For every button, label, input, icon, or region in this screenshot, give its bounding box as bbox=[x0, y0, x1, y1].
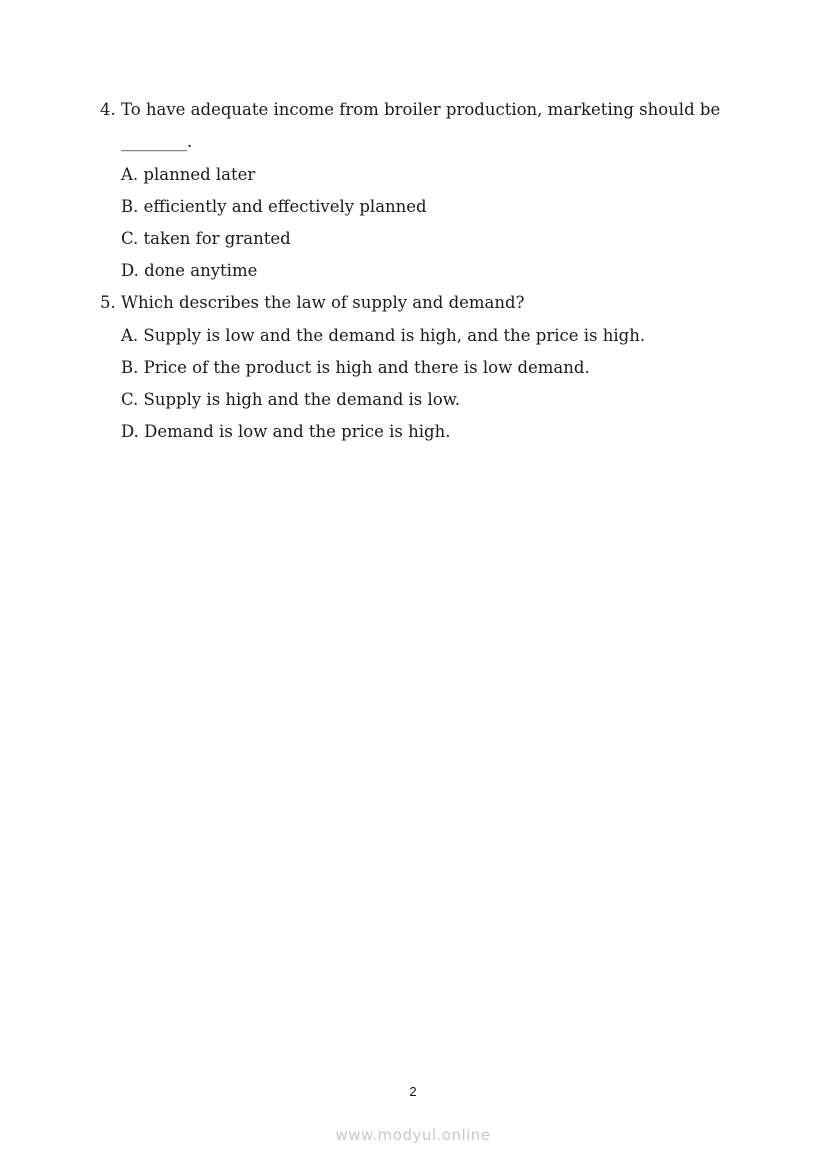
question-5-choice-d: D. Demand is low and the price is high. bbox=[121, 422, 451, 441]
question-4-stem: 4. To have adequate income from broiler production, marketing should be bbox=[100, 100, 721, 119]
question-5-choice-b: B. Price of the product is high and there is low demand. bbox=[121, 358, 590, 377]
question-4-choice-c: C. taken for granted bbox=[121, 229, 291, 248]
page-number: 2 bbox=[409, 1084, 417, 1099]
question-4-blank: ________. bbox=[121, 132, 193, 151]
question-5-stem: 5. Which describes the law of supply and demand? bbox=[100, 293, 525, 312]
question-5-choice-c: C. Supply is high and the demand is low. bbox=[121, 390, 461, 409]
question-4-choice-d: D. done anytime bbox=[121, 261, 258, 280]
question-5-choice-a: A. Supply is low and the demand is high, and the price is high. bbox=[121, 326, 646, 345]
watermark: www.modyul.online bbox=[335, 1126, 491, 1144]
question-4-choice-b: B. efficiently and effectively planned bbox=[121, 197, 427, 216]
question-4-choice-a: A. planned later bbox=[121, 165, 256, 184]
